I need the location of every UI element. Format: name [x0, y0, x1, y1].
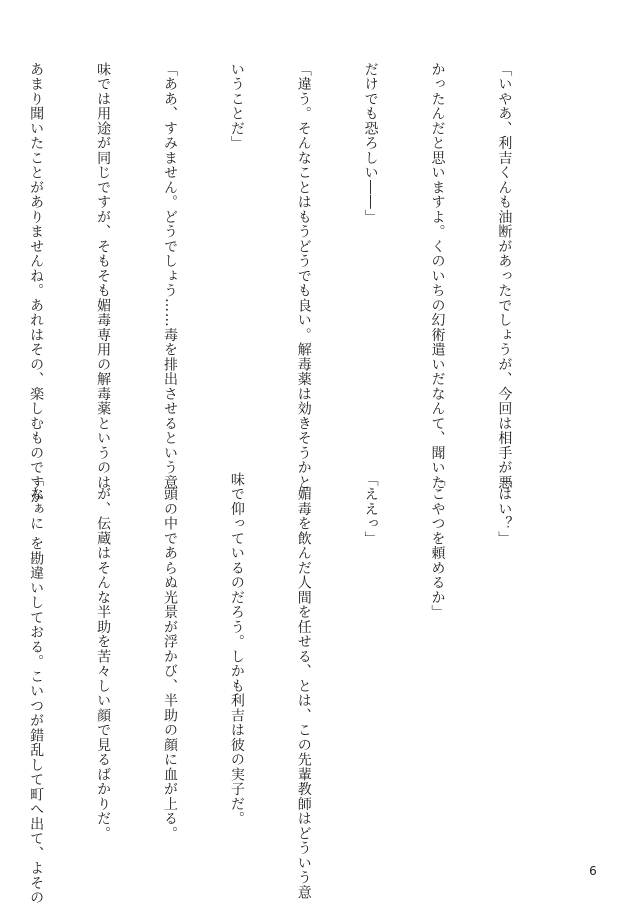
text-line: 味で仰っているのだろう。しかも利吉は彼の実子だ。: [228, 472, 245, 826]
text-line: 「はい？」: [496, 472, 513, 546]
text-line: が、伝蔵はそんな半助を苦々しい顔で見るばかりだ。: [95, 472, 112, 841]
text-line: 「違う。そんなことはもうどうでも良い。解毒薬は効きそうかと: [295, 62, 312, 490]
text-line: 「ええっ」: [362, 472, 379, 546]
text-line: 「なぁに を勘違いしておる。こいつが錯乱して町へ出て、よその: [28, 472, 45, 905]
text-line: 「いやあ、利吉くんも油断があったでしょうが、今回は相手が悪: [496, 62, 513, 490]
page-number: 6: [589, 864, 597, 878]
text-line: かったんだと思いますよ。くのいちの幻術遣いだなんて、聞いた: [429, 62, 446, 490]
text-line: 頭の中であらぬ光景が浮かび、半助の顔に血が上る。: [161, 472, 178, 841]
text-line: 「こやつを頼めるか」: [429, 472, 446, 620]
lower-text-block: [28, 472, 560, 905]
text-line: 「ああ、すみません。どうでしょう……毒を排出させるという意: [161, 62, 178, 490]
upper-text-block: [28, 62, 560, 505]
text-line: だけでも恐ろしい――」: [362, 62, 379, 225]
text-line: 味では用途が同じですが、そもそも媚毒専用の解毒薬というのは: [95, 62, 112, 490]
text-line: 媚毒を飲んだ人間を任せる、とは、この先輩教師はどういう意: [295, 472, 312, 900]
text-line: いうことだ」: [228, 62, 245, 151]
text-line: あまり聞いたことがありませんね。あれはその、楽しむものですか: [28, 62, 45, 505]
